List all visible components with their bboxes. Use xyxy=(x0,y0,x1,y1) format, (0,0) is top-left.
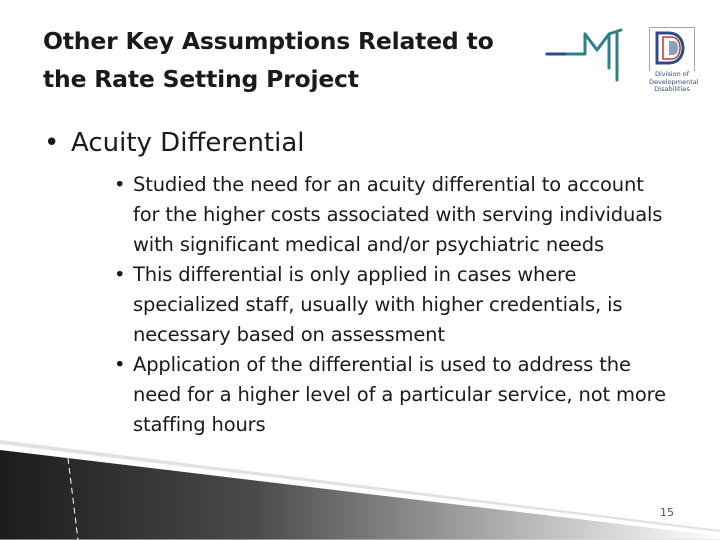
sub-bullet-line: Studied the need for an acuity differential to account xyxy=(133,173,644,196)
sub-bullet-3 xyxy=(114,350,704,440)
title-line-2: the Rate Setting Project xyxy=(43,65,359,93)
ddd-text-line-1: Division of xyxy=(654,70,690,78)
sub-bullet-list xyxy=(114,170,704,440)
sub-bullet-line: This differential is only applied in cases where xyxy=(133,263,577,286)
sub-bullet-line: need for a higher level of a particular service, not more xyxy=(133,383,666,406)
sub-bullet-line: for the higher costs associated with serving individuals xyxy=(133,203,663,226)
sub-bullet-line: with significant medical and/or psychiatric needs xyxy=(133,233,605,256)
bullet-dot: • xyxy=(44,128,60,158)
sub-bullet-dot: • xyxy=(114,173,126,196)
sub-bullet-line: staffing hours xyxy=(133,413,266,436)
ddd-text-line-2: Developmental xyxy=(649,77,699,86)
ddd-logo-icon xyxy=(649,27,699,95)
title-line-1: Other Key Assumptions Related to xyxy=(43,27,494,55)
sub-bullet-dot: • xyxy=(114,353,126,376)
sub-bullet-2 xyxy=(114,260,704,350)
decorative-wedge xyxy=(0,440,720,540)
sub-bullet-dot: • xyxy=(114,263,126,286)
sub-bullet-line: Application of the differential is used to address the xyxy=(133,353,631,376)
sub-bullet-1 xyxy=(114,170,704,260)
slide-title xyxy=(43,22,523,98)
mj-logo-icon xyxy=(545,22,627,86)
sub-bullet-line: specialized staff, usually with higher credentials, is xyxy=(133,293,623,316)
ddd-logo-mark-icon xyxy=(649,27,695,71)
page-number: 15 xyxy=(660,506,674,519)
ddd-logo-text xyxy=(649,70,699,94)
bullet-text: Acuity Differential xyxy=(71,128,305,158)
sub-bullet-line: necessary based on assessment xyxy=(133,323,445,346)
ddd-text-line-3: Disabilities xyxy=(654,85,690,93)
